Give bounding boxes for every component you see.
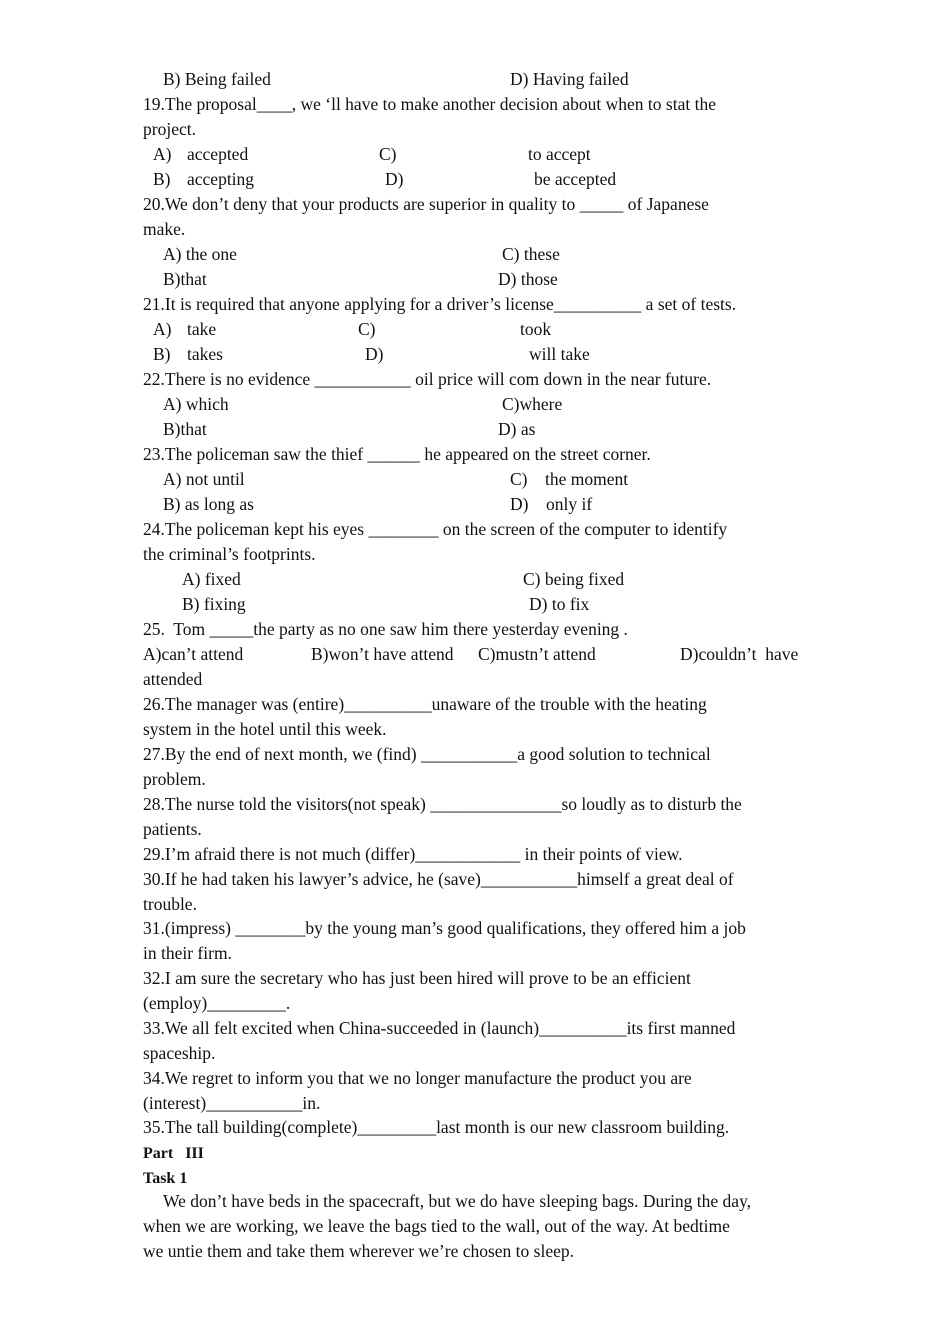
- question-35: 35.The tall building(complete)_________last month is our new classroom building.: [143, 1117, 730, 1137]
- option-b-21: takes: [187, 344, 223, 364]
- passage-line-1: We don’t have beds in the spacecraft, but we do have sleeping bags. During the day,: [163, 1191, 752, 1211]
- option-b-20: B)that: [163, 269, 207, 289]
- option-c-23: C) the moment: [510, 469, 629, 489]
- option-b-18: B) Being failed: [163, 69, 271, 89]
- question-22: 22.There is no evidence ___________ oil price will com down in the near future.: [143, 369, 712, 389]
- question-31: 31.(impress) ________by the young man’s good qualifications, they offered him a job: [143, 918, 746, 938]
- option-d-21-label: D): [365, 344, 384, 364]
- option-d-19-label: D): [385, 169, 404, 189]
- option-b-24: B) fixing: [182, 594, 246, 614]
- passage-line-2: when we are working, we leave the bags tied to the wall, out of the way. At bedtime: [143, 1216, 730, 1236]
- question-26: 26.The manager was (entire)__________unaware of the trouble with the heating: [143, 694, 707, 714]
- option-b-21-label: B): [153, 344, 171, 364]
- option-d-21: will take: [529, 344, 590, 364]
- question-32-cont: (employ)_________.: [143, 993, 291, 1013]
- option-a-19: accepted: [187, 144, 249, 164]
- option-b-23: B) as long as: [163, 494, 254, 514]
- option-d-25: D)couldn’t have: [680, 644, 799, 664]
- option-d-24: D) to fix: [529, 594, 590, 614]
- question-21: 21.It is required that anyone applying for a driver’s license__________ a set of tests.: [143, 294, 737, 314]
- option-b-19: accepting: [187, 169, 255, 189]
- part-heading: Part III: [143, 1145, 204, 1162]
- option-c-21-label: C): [358, 319, 376, 339]
- option-b-19-label: B): [153, 169, 171, 189]
- question-33-cont: spaceship.: [143, 1043, 216, 1063]
- option-c-22: C)where: [502, 394, 563, 414]
- option-c-25: C)mustn’t attend: [478, 644, 596, 664]
- question-30: 30.If he had taken his lawyer’s advice, he (save)___________himself a great deal of: [143, 869, 734, 889]
- option-a-21: take: [187, 319, 217, 339]
- question-34-cont: (interest)___________in.: [143, 1093, 321, 1113]
- question-31-cont: in their firm.: [143, 943, 232, 963]
- option-c-24: C) being fixed: [523, 569, 625, 589]
- option-c-19-label: C): [379, 144, 397, 164]
- question-23: 23.The policeman saw the thief ______ he appeared on the street corner.: [143, 444, 651, 464]
- question-28: 28.The nurse told the visitors(not speak) _______________so loudly as to disturb the: [143, 794, 742, 814]
- option-a-20: A) the one: [163, 244, 237, 264]
- option-d-25-cont: attended: [143, 669, 203, 689]
- option-a-19-label: A): [153, 144, 172, 164]
- question-20: 20.We don’t deny that your products are superior in quality to _____ of Japanese: [143, 194, 709, 214]
- question-33: 33.We all felt excited when China-succeeded in (launch)__________its first manned: [143, 1018, 736, 1038]
- option-c-21: took: [520, 319, 552, 339]
- question-26-cont: system in the hotel until this week.: [143, 719, 387, 739]
- question-19-cont: project.: [143, 119, 196, 139]
- task-heading: Task 1: [143, 1170, 188, 1187]
- question-29: 29.I’m afraid there is not much (differ)____________ in their points of view.: [143, 844, 683, 864]
- option-d-18: D) Having failed: [510, 69, 629, 89]
- passage-line-3: we untie them and take them wherever we’re chosen to sleep.: [143, 1241, 575, 1261]
- question-19: 19.The proposal____, we ‘ll have to make another decision about when to stat the: [143, 94, 716, 114]
- option-d-23: D) only if: [510, 494, 593, 514]
- question-25: 25. Tom _____the party as no one saw him there yesterday evening .: [143, 619, 628, 639]
- question-24: 24.The policeman kept his eyes ________ on the screen of the computer to identify: [143, 519, 728, 539]
- question-30-cont: trouble.: [143, 894, 197, 914]
- option-c-20: C) these: [502, 244, 560, 264]
- question-24-cont: the criminal’s footprints.: [143, 544, 316, 564]
- question-27: 27.By the end of next month, we (find) ___________a good solution to technical: [143, 744, 711, 764]
- option-d-22: D) as: [498, 419, 536, 439]
- option-a-24: A) fixed: [182, 569, 241, 589]
- option-a-22: A) which: [163, 394, 229, 414]
- option-c-19: to accept: [528, 144, 591, 164]
- option-b-22: B)that: [163, 419, 207, 439]
- question-20-cont: make.: [143, 219, 186, 239]
- option-d-20: D) those: [498, 269, 558, 289]
- question-34: 34.We regret to inform you that we no longer manufacture the product you are: [143, 1068, 692, 1088]
- option-b-25: B)won’t have attend: [311, 644, 454, 664]
- option-a-23: A) not until: [163, 469, 245, 489]
- option-a-25: A)can’t attend: [143, 644, 244, 664]
- option-a-21-label: A): [153, 319, 172, 339]
- option-d-19: be accepted: [534, 169, 617, 189]
- question-32: 32.I am sure the secretary who has just been hired will prove to be an efficient: [143, 968, 691, 988]
- question-27-cont: problem.: [143, 769, 206, 789]
- question-28-cont: patients.: [143, 819, 202, 839]
